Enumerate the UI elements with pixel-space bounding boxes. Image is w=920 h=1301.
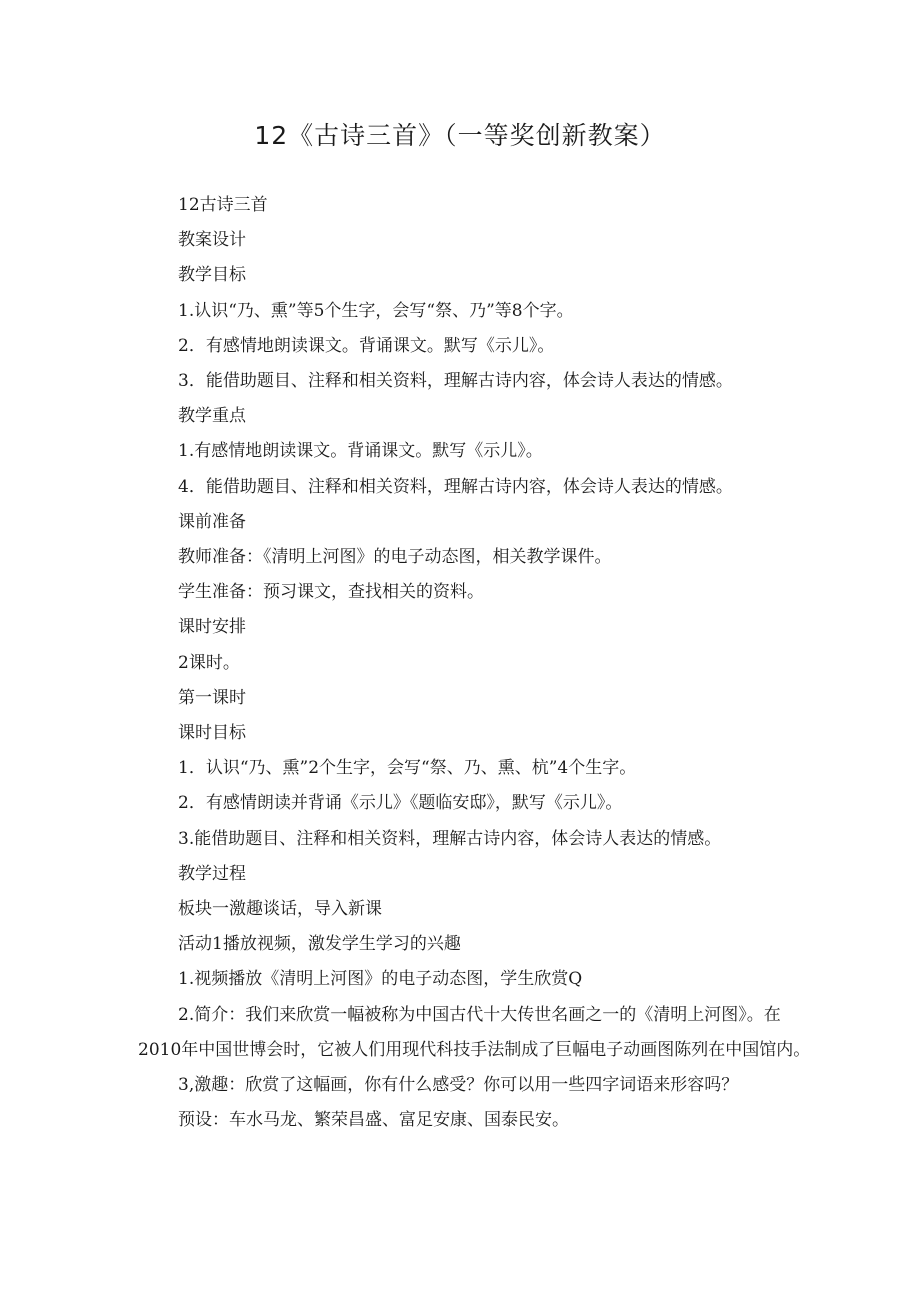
text-line: 学生准备：预习课文，查找相关的资料。 [178,582,484,603]
text-line: 板块一激趣谈话，导入新课 [178,899,382,920]
text-line: 2．有感情地朗读课文。背诵课文。默写《示儿》。 [178,335,555,356]
text-line: 3．能借助题目、注释和相关资料，理解古诗内容，体会诗人表达的情感。 [178,371,733,392]
document-body [138,188,818,1138]
document-title: 12《古诗三首》（一等奖创新教案） [254,121,666,150]
text-line: 教学目标 [178,265,246,286]
text-line: 4．能借助题目、注释和相关资料，理解古诗内容，体会诗人表达的情感。 [178,476,733,497]
text-line: 1.认识“乃、熏”等5个生字，会写“祭、乃”等8个字。 [178,300,574,321]
text-line: 课时安排 [178,617,246,638]
paragraph-excite [138,1068,818,1103]
text-line: 2．有感情朗读并背诵《示儿》《题临安邸》，默写《示儿》。 [178,793,623,814]
text-line: 1．认识“乃、熏”2个生字，会写“祭、乃、熏、杭”4个生字。 [178,758,637,779]
text-line: 教学重点 [178,406,246,427]
text-line: 教师准备：《清明上河图》的电子动态图，相关教学课件。 [178,547,612,568]
text-line: 课前准备 [178,511,246,532]
text-line: 教案设计 [178,230,246,251]
text-line: 活动1播放视频，激发学生学习的兴趣 [178,934,461,955]
text-line: 课时目标 [178,723,246,744]
text-line: 1.视频播放《清明上河图》的电子动态图，学生欣赏Q [178,969,583,990]
text-line: 教学过程 [178,863,246,884]
text-line: 12古诗三首 [178,195,268,215]
paragraph-intro-text: 2.简介：我们来欣赏一幅被称为中国古代十大传世名画之一的《清明上河图》。在2010年中国世博会时，它被人们用现代科技手法制成了巨幅电子动画图陈列在中国馆内。 [138,1004,811,1060]
text-line: 第一课时 [178,687,246,708]
paragraph-excite-text: 3,激趣：欣赏了这幅画，你有什么感受？你可以用一些四字词语来形容吗？ [178,1075,739,1096]
paragraph-intro [138,998,818,1068]
preset-answers: 预设：车水马龙、繁荣昌盛、富足安康、国泰民安。 [178,1110,569,1131]
text-line: 3.能借助题目、注释和相关资料，理解古诗内容，体会诗人表达的情感。 [178,828,722,849]
text-line: 1.有感情地朗读课文。背诵课文。默写《示儿》。 [178,441,543,462]
text-line: 2课时。 [178,652,240,673]
